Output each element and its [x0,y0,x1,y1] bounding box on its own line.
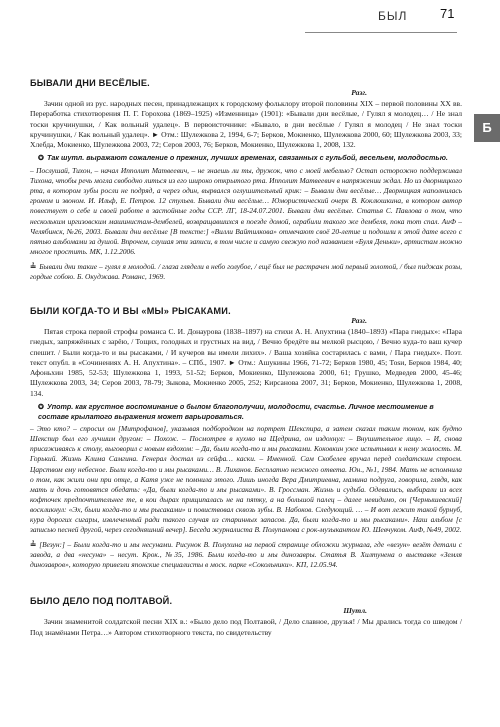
dictionary-entry [30,78,462,282]
usage-note [38,402,462,421]
entry-headword: БЫВАЛИ ДНИ ВЕСЁЛЫЕ. [30,78,150,88]
usage-examples: – Послушай, Тихон, – начал Ипполит Матвеевич, – не знаешь ли ты, дружок, что с моей мебелью? Остап осторожно поддерживал Тихона, чтобы речь могла свободно литься из его широко открытого рта. Ипполит Матвеевич в напряжении ждал. Но из дворницкого рта, в котором зубы росли не подряд, а через один, вырвался оглушительный крик: – Бывали дни весёлые… Дворницкая наполнилась громом и звоном. И. Ильф, Е. Петров. 12 стульев. Бывали дни весёлые… Юмористический очерк В. Коклюшкина, в котором автор повествует о себе и своей работе в застойные годы ССР. ЛГ, 18-24.07.2001. Бывали дни весёлые. Статья С. Павлова о том, что нескольким иргизовским машинистам-дембелей, возвращавшихся в поезде домой, ограбили такого же дембеля, пока тот спал. АиФ – Челябинск, №26, 2003. Бывали дни весёлые [В тексте:] «Вилли Вайтилкова» отмечают своё 20-летие и подошли к этой дате всего с пятью альбомами за душой. Впрочем, слушая эти записи, в том числе и самую свежую под названием «Буля Деньки», артистам можно многое простить. МК, 1.12.2006. [30,166,462,256]
entry-headword: БЫЛО ДЕЛО ПОД ПОЛТАВОЙ. [30,596,173,607]
alphabet-side-tab: Б [474,114,500,142]
usage-marker-icon: ✪ [38,402,45,411]
usage-examples: – Это кто? – спросил он [Митрофанов], указывая подбородком на портрет Шекспира, а затем сказал таким тоном, как будто Шекспир был его лучшим другом: – Похож. – Посмотрев в кухню на Щедрина, он издохнул: – Внушительное лицо. – И, снова присаживаясь к столу, выговорил с новым вздохом: – Да, были когда-то и мы рысаками. Коковкин уже испытывал к нему жалость. М. Горький. Жизнь Клима Самгина. Генерал достал из сейфа… каски. – Именной. Сам Скобелев вручал перед солдатским строем. Царством ему небесное. Были когда-то и мы рысаками… В. Лиханов. Бесплатно нежного ответа. Юн., №1, 1984. Мать не вспомнила о том, как жили они при отце, а Катя уже не помнила этого. Лишь иногда Вера Дмитриевна, мамина подруга, говорила, глядя, как мать и дочь готовятся обедать: «Да, были когда-то и мы рысаками». В. Гроссман. Жизнь и судьба. Одевались, выбирали из всех кофточек предпочтительнее те, в кои дырах прищипалась не на пятку, а на большой палец – далее невидимо, он [Чернышевский] воскликнул: «Эх, были когда-то и мы рысаками» и повиствовал сквозь зубы. В. Набоков. Следующий. … – И вот лежит такой бурнуб, кура дорогих сигары, извлеченный ради такого случая из старинных запасов. Да, были когда-то и мы рысаками». Наш альбом [с записью песней другой, через сегодняшний вечер]. Беседа журналиста В. Полупанова с рок-музыкантом Ю. Шевчуком. АиФ, №49, 2002. [30,424,462,535]
transformation-note [30,262,462,282]
page-header [0,0,500,34]
dictionary-entry [30,596,462,638]
running-head-word: БЫЛ [378,9,408,23]
register-label: Шутл. [343,606,367,616]
dictionary-content [30,78,462,638]
transformation-marker-icon: ≟ [30,261,37,271]
register-label: Разг. [351,315,367,325]
entry-origin-text: Зачин одной из рус. народных песен, принадлежащих к городскому фольклору второй половины XIX – первой половины XX вв. Переработка стихотворения П. Г. Горохова (1869–1925) «Изменница» (1901): «Бывали дни весёлые, / Гулял я молодец… / Не знал тоски кручинушки, / Как вольный удалец». В первоисточнике: «Бывало, в дни весёлые / Гулял я молодец / Не знал тоски кручинушки, / Как вольный удалец». ► Отм.: Шулежкова 2, 1994, 6-7; Берков, Мокиенко, Шулежкова 2000, 60; Шулежкова 2003, 33; Хлебда, Мокиенко, Шулежкова 2003, 72; Серов 2003, 76; Берков, Мокиенко, Шулежкова 1, 2008, 132. [30,99,462,150]
usage-note [38,153,462,163]
register-label: Разг. [351,88,367,97]
transformation-text: Бывали дни такие – гулял я молодой. / глаза глядели в небо голубое, / ещё был не растрачен мой первый золотой, / был пиджак розы, гордые собою. Б. Окуджава. Романс, 1969. [30,261,462,281]
entry-origin-text: Зачин знаменитой солдатской песни XIX в.: «Было дело под Полтавой, / Дело славное, друзья! / Мы дрались тогда со шведом / Под знамёнами Петра…» Автором стихотворного текста, по свидетельству [30,617,462,637]
dictionary-entry [30,306,462,570]
usage-marker-icon: ✪ [38,153,45,163]
usage-text: Употр. как грустное воспоминание о былом благополучии, молодости, счастье. Личное местоимение в составе крылатого выражения может варьироваться. [38,402,434,421]
entry-headword: БЫЛИ КОГДА-ТО И ВЫ «МЫ» РЫСАКАМИ. [30,305,231,316]
entry-origin-text: Пятая строка первой строфы романса С. И. Донаурова (1838–1897) на стихи А. Н. Апухтина (1840–1893) «Пара гнедых»: «Пара гнедых, запряжённых с зарёю, / Тощих, голодных и грустных на вид, / Вечно бредёте вы мелкой рысцою, / Вечно куда-то ваш кучер спешит. / Были когда-то и вы рысаками, / И кучеров вы имели лихих». / Ваша хозяйка состарилась с вами, / Пара гнедых». Поэт. текст опубл. в «Сочинениях А. Н. Апухтина». – СПб., 1907. ► Отм.: Ашукины 1966, 71-72; Берков 1980, 45; Тоsи, Берков 1984, 40; Афоньхин 1985, 52-53; Шулежкова 1, 1993, 51-52; Берков, Мокиенко, Шулежкова 2000, 61; Грушко, Медведев 2000, 45-46; Шулежкова 2003, 34; Серов 2003, 78-79; Зыкова, Мокиенко 2005, 252; Кирсанова 2007, 31; Берков, Мокиенко, Шулежкова 1, 2008, 134. [30,326,462,398]
transformation-note [30,540,462,570]
transformation-text: [Везун:] – Были когда-то и мы несунами. Рисунок В. Полухина на первой странице обложки журнала, где «везун» везёт детали с завода, а два «несуна» – несут. Крок., №35, 1986. Были когда-то и мы динозавры. Статья В. Хилтунена о выставке «Земля динозавров», которую привезли японские специалисты в моск. парке «Сокольники». КП, 12.05.94. [30,540,462,570]
page-number: 71 [440,6,455,21]
usage-text: Так шутл. выражают сожаление о прежних, лучших временах, связанных с гульбой, весельем, молодостью. [47,153,448,163]
transformation-marker-icon: ≟ [30,540,37,550]
